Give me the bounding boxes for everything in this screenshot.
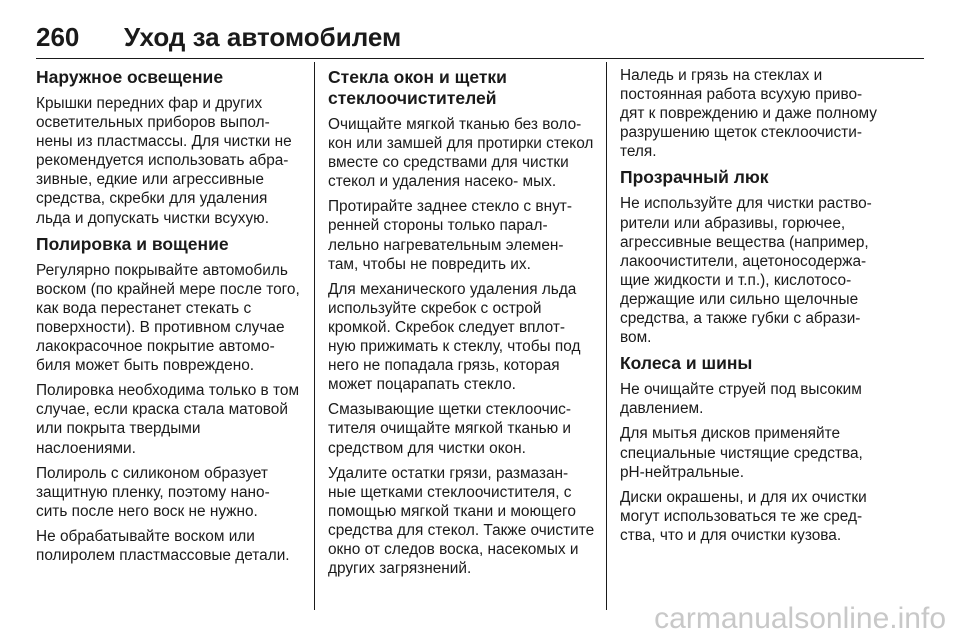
paragraph: Полировка необходима только в том случае, если краска стала матовой или покрыта твердыми наслоениями. xyxy=(36,382,300,457)
section-windows-wipers xyxy=(328,67,596,578)
section-heading: Полировка и вощение xyxy=(36,233,229,254)
paragraph: Диски окрашены, и для их очистки могут использоваться те же сред- ства, что и для очистки кузова. xyxy=(620,488,867,544)
paragraph: Не обрабатывайте воском или полиролем пластмассовые детали. xyxy=(36,527,290,564)
section-heading: Стекла окон и щетки стеклоочистителей xyxy=(328,67,507,108)
column-1 xyxy=(36,62,304,571)
watermark: carmanualsonline.info xyxy=(654,602,946,635)
page-number: 260 xyxy=(36,22,80,52)
paragraph: Для мытья дисков применяйте специальные чистящие средства, pH-нейтральные. xyxy=(620,425,863,481)
section-wheels-tires xyxy=(620,353,888,545)
paragraph: Удалите остатки грязи, размазан- ные щетками стеклоочистителя, с помощью мягкой ткани и моющего средства для стекол. Также очистите окно от следов воска, насекомых и других загрязнений. xyxy=(328,464,595,578)
paragraph: Наледь и грязь на стеклах и постоянная работа всухую приво- дят к повреждению и даже полному разрушению щеток стеклоочисти- теля. xyxy=(620,67,878,161)
paragraph: Смазывающие щетки стеклоочис- тителя очищайте мягкой тканью и средством для чистки окон. xyxy=(328,401,572,457)
paragraph: Не очищайте струей под высоким давлением. xyxy=(620,381,862,418)
paragraph: Крышки передних фар и других осветительных приборов выпол- нены из пластмассы. Для чистки не рекомендуется использовать абра- зивные, едкие или агрессивные средства, скребки для удаления льда и допускать чистки всухую. xyxy=(36,95,292,227)
column-divider xyxy=(314,62,315,610)
section-heading: Наружное освещение xyxy=(36,67,224,87)
paragraph: Полироль с силиконом образует защитную пленку, поэтому нано- сить после него воск не нужно. xyxy=(36,464,270,520)
paragraph: Не используйте для чистки раство- рители или абразивы, горючее, агрессивные вещества (например, лакоочистители, ацетоносодержа- щие жидкости и т.п.), кислотосо- держащие или сильно щелочные средства, а также губки с абрази- вом. xyxy=(620,195,872,347)
header-rule xyxy=(36,58,924,59)
paragraph: Очищайте мягкой тканью без воло- кон или замшей для протирки стекол вместе со средствами для чистки стекол и удаления насеко- мых. xyxy=(328,116,594,191)
section-heading: Прозрачный люк xyxy=(620,167,769,188)
chapter-title: Уход за автомобилем xyxy=(124,22,402,52)
section-polishing-waxing xyxy=(36,234,304,565)
section-sunroof xyxy=(620,167,888,347)
section-exterior-lighting xyxy=(36,67,304,228)
paragraph: Для механического удаления льда используйте скребок с острой кромкой. Скребок следует вплот- ную прижимать к стеклу, чтобы под него не попадала грязь, которая может поцарапать стекло. xyxy=(328,280,581,394)
section-wiper-continuation xyxy=(620,66,888,161)
section-heading: Колеса и шины xyxy=(620,353,753,374)
column-3 xyxy=(620,62,888,551)
column-divider xyxy=(606,62,607,610)
paragraph: Протирайте заднее стекло с внут- ренней стороны только парал- лельно нагревательным элемен- там, чтобы не повредить их. xyxy=(328,198,572,273)
paragraph: Регулярно покрывайте автомобиль воском (по крайней мере после того, как вода перестанет стекать с поверхности). В противном случае лакокрасочное покрытие автомо- биля может быть повреждено. xyxy=(36,261,300,375)
column-2 xyxy=(328,62,596,584)
